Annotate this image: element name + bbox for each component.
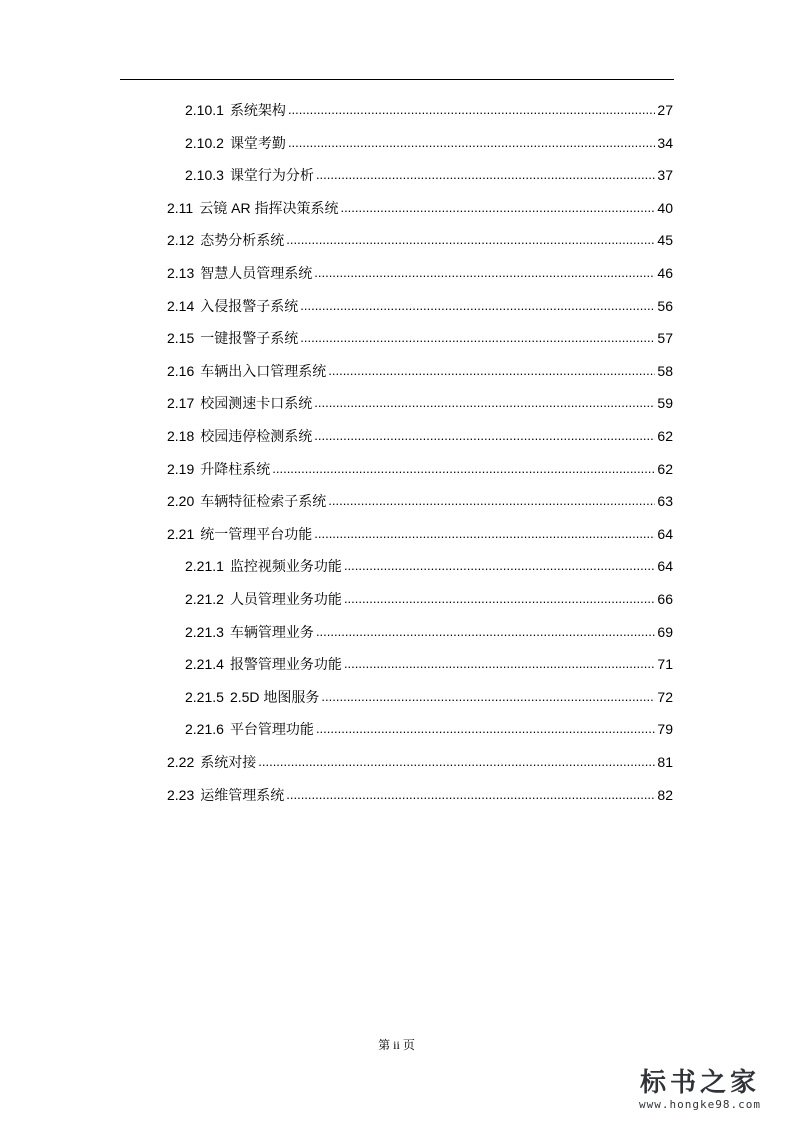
toc-entry-page: 37 [657,167,673,184]
toc-entry-title: 监控视频业务功能 [229,558,342,575]
toc-entry-title: 2.5D 地图服务 [229,688,320,705]
toc-entry-page: 69 [657,623,673,640]
toc-entry-page: 34 [657,134,673,151]
toc-entry-page: 63 [657,493,673,510]
toc-entry-number: 2.21 [167,525,195,542]
toc-entry-page: 59 [657,395,673,412]
toc-dot-leader [316,621,655,642]
page-number-footer: 第 ii 页 [378,1038,415,1052]
toc-entry-title: 报警管理业务功能 [229,656,342,673]
toc-entry-page: 45 [657,232,673,249]
toc-entry-number: 2.21.5 [185,688,224,705]
toc-entry[interactable] [167,459,673,480]
toc-entry[interactable] [167,230,673,251]
toc-entry-number: 2.22 [167,754,195,770]
toc-dot-leader [300,295,655,316]
toc-dot-leader [344,653,655,674]
toc-entry-title: 人员管理业务功能 [229,591,342,607]
toc-entry[interactable] [185,589,673,610]
toc-entry-page: 71 [657,656,673,673]
toc-entry-page: 27 [657,102,673,118]
toc-entry-title: 课堂考勤 [229,134,286,151]
toc-entry-number: 2.18 [167,428,195,444]
toc-entry-number: 2.21.1 [185,558,224,575]
toc-entry-number: 2.10.2 [185,134,224,151]
toc-entry-number: 2.20 [167,493,195,510]
toc-entry-title: 系统架构 [229,102,286,118]
toc-dot-leader [314,425,655,446]
toc-entry-number: 2.10.3 [185,167,224,184]
toc-dot-leader [288,132,655,153]
toc-entry[interactable] [167,491,673,512]
toc-entry-number: 2.12 [167,232,195,249]
toc-entry-title: 课堂行为分析 [229,167,314,184]
toc-entry[interactable] [167,198,673,219]
toc-entry[interactable] [167,296,673,317]
toc-entry[interactable] [167,426,673,447]
toc-dot-leader [258,751,655,772]
toc-entry[interactable] [167,328,673,349]
toc-dot-leader [314,262,655,283]
toc-entry-title: 升降柱系统 [200,460,271,477]
toc-dot-leader [328,360,655,381]
toc-entry-number: 2.16 [167,362,195,379]
toc-entry-page: 81 [657,754,673,770]
toc-entry-title: 校园违停检测系统 [200,428,313,444]
toc-dot-leader [300,327,655,348]
toc-dot-leader [328,490,655,511]
toc-entry[interactable] [167,752,673,773]
toc-entry-title: 车辆出入口管理系统 [200,362,327,379]
toc-entry-page: 40 [657,199,673,216]
toc-entry-title: 车辆管理业务 [229,623,314,640]
toc-entry-page: 79 [657,721,673,738]
watermark-logo [625,1068,775,1111]
toc-entry[interactable] [167,263,673,284]
toc-entry[interactable] [167,393,673,414]
toc-entry-number: 2.23 [167,786,195,803]
toc-dot-leader [321,686,655,707]
toc-entry[interactable] [185,622,673,643]
toc-entry[interactable] [185,100,673,121]
watermark-title: 标书之家 [639,1068,760,1098]
toc-entry-page: 64 [657,525,673,542]
toc-dot-leader [314,392,655,413]
toc-entry-title: 运维管理系统 [200,786,285,803]
toc-dot-leader [286,784,655,805]
toc-entry[interactable] [167,524,673,545]
toc-dot-leader [340,197,655,218]
toc-entry-number: 2.21.3 [185,623,224,640]
toc-dot-leader [316,718,655,739]
toc-entry-number: 2.17 [167,395,195,412]
toc-dot-leader [272,458,655,479]
toc-entry-title: 统一管理平台功能 [200,525,313,542]
header-rule [120,79,674,80]
toc-entry[interactable] [185,719,673,740]
toc-entry[interactable] [185,133,673,154]
toc-entry-number: 2.21.6 [185,721,224,738]
toc-entry-title: 平台管理功能 [229,721,314,738]
toc-entry[interactable] [185,687,673,708]
toc-entry-number: 2.19 [167,460,195,477]
toc-dot-leader [314,523,655,544]
toc-entry-number: 2.21.4 [185,656,224,673]
toc-entry-page: 82 [657,786,673,803]
toc-entry[interactable] [185,556,673,577]
toc-entry-title: 智慧人员管理系统 [200,265,313,281]
toc-entry-page: 46 [657,265,673,281]
toc-entry-page: 64 [657,558,673,575]
toc-entry-number: 2.10.1 [185,102,224,118]
toc-entry-title: 系统对接 [200,754,257,770]
toc-entry-title: 一键报警子系统 [200,330,299,347]
toc-dot-leader [286,229,655,250]
toc-entry[interactable] [167,785,673,806]
toc-entry-title: 云镜 AR 指挥决策系统 [199,199,339,216]
toc-dot-leader [344,555,655,576]
toc-entry-title: 车辆特征检索子系统 [200,493,327,510]
toc-entry[interactable] [185,654,673,675]
toc-entry-page: 58 [657,362,673,379]
toc-entry-number: 2.11 [167,199,194,216]
toc-entry[interactable] [167,361,673,382]
toc-entry-title: 态势分析系统 [200,232,285,249]
toc-entry-page: 66 [657,591,673,607]
toc-entry-title: 入侵报警子系统 [200,297,299,314]
watermark-url: www.hongke98.com [639,1098,761,1111]
toc-entry-page: 62 [657,428,673,444]
toc-entry-number: 2.15 [167,330,195,347]
toc-entry-page: 56 [657,297,673,314]
toc-entry-number: 2.21.2 [185,591,224,607]
toc-dot-leader [316,164,655,185]
toc-entry-number: 2.14 [167,297,195,314]
toc-entry-page: 72 [657,688,673,705]
toc-entry-page: 62 [657,460,673,477]
toc-entry-title: 校园测速卡口系统 [200,395,313,412]
toc-entry[interactable] [185,165,673,186]
toc-entry-page: 57 [657,330,673,347]
toc-dot-leader [288,99,655,120]
toc-entry-number: 2.13 [167,265,195,281]
toc-dot-leader [344,588,655,609]
